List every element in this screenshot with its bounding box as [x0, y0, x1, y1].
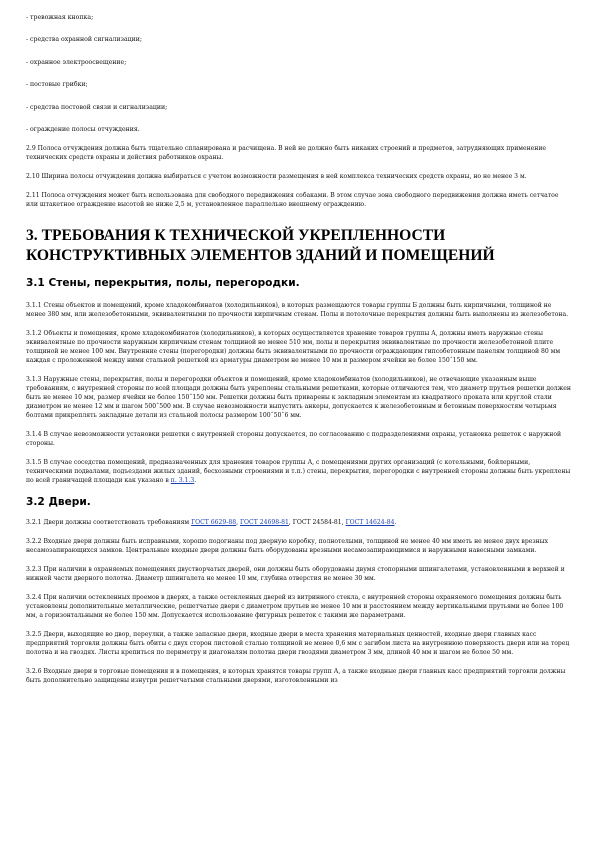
paragraph-3-1-4: 3.1.4 В случае невозможности установки решетки с внутренней стороны допускается, по согласованию с подразделениями охраны, установка решеток с наружной стороны.	[26, 430, 562, 447]
list-item: - тревожная кнопка;	[26, 14, 94, 21]
equipment-list	[26, 14, 571, 134]
paragraph-3-2-2: 3.2.2 Входные двери должны быть исправными, хорошо подогнаны под дверную коробку, полнотелыми, толщиной не менее 40 мм иметь не менее двух врезных несамозапирающихся замков. Центральные входные двери должны быть оборудованы врезными несамозапирающимися и наружными навесными замками.	[26, 537, 549, 554]
paragraph-2-11: 2.11 Полоса отчуждения может быть использована для свободного передвижения собаками. В этом случае зона свободного передвижения должна иметь сетчатое или штакетное ограждение высотой не ниже 2,5 м, установленное параллельно внешнему ограждению.	[26, 191, 559, 208]
paragraph-3-1-3: 3.1.3 Наружные стены, перекрытия, полы и перегородки объектов и помещений, кроме хладокомбинатов (холодильников), не отвечающие указанным выше требованиям, с внутренней стороны по всей площади должны быть укреплены стальными решетками, которые отличаются тем, что диаметр прутьев решетки должен быть не менее 10 мм, размер ячейки не более 150ˆ150 мм. Решетки должны быть приварены к закладным элементам из квадратного проката или круглой стали диаметром не менее 12 мм и шагом 500ˆ500 мм. В случае невозможности выпустить анкеры, допускается к железобетонным и бетонным поверхностям четырьмя болтами прикреплять закладные детали из стальной полосы размером 100ˆ50ˆ6 мм.	[26, 375, 571, 419]
paragraph-3-2-1	[26, 518, 571, 527]
paragraph-3-1-2: 3.1.2 Объекты и помещения, кроме хладокомбинатов (холодильников), в которых осуществляется хранение товаров группы А, должны иметь наружные стены эквивалентные по прочности наружным кирпичным стенам толщиной не менее 510 мм, полы и перекрытия эквивалентные по прочности железобетонной плите толщиной не менее 100 мм. Внутренние стены (перегородки) должны быть эквивалентными по прочности ограждающим гипсобетонным панелям толщиной 80 мм каждая с проложенной между ними стальной решеткой из арматуры диаметром не менее 10 мм и размером ячейки не более 150ˆ150 мм.	[26, 329, 561, 364]
link-p-3-1-3[interactable]: п. 3.1.3	[170, 476, 195, 484]
paragraph-text-end: .	[394, 518, 397, 526]
list-item: - ограждение полосы отчуждения.	[26, 125, 140, 133]
list-item: - средства охранной сигнализации;	[26, 36, 142, 44]
paragraph-text: 3.2.1 Двери должны соответствовать требованиям	[26, 518, 190, 526]
link-gost-14624-84[interactable]: ГОСТ 14624-84	[345, 518, 395, 526]
paragraph-3-2-3: 3.2.3 При наличии в охраняемых помещениях двустворчатых дверей, они должны быть оборудованы двумя стопорными шпингалетами, установленными в верхней и нижней части дверного полотна. Диаметр шпингалета не менее 10 мм, глубина отверстия не менее 30 мм.	[26, 565, 565, 582]
paragraph-2-10: 2.10 Ширина полосы отчуждения должна выбираться с учетом возможности размещения в ней комплекса технических средств охраны, но не менее 3 м.	[26, 172, 527, 180]
paragraph-2-9: 2.9 Полоса отчуждения должна быть тщательно спланирована и расчищена. В ней не должно быть никаких строений и предметов, затрудняющих применение технических средств охраны и действия работников охраны.	[26, 144, 547, 161]
paragraph-3-2-4: 3.2.4 При наличии остекленных проемов в дверях, а также остекленных дверей из витринного стекла, с внутренней стороны охраняемого помещения должны быть установлены дополнительные металлические, решетчатые двери с диаметром прутьев не менее 10 мм и расстоянием между вертикальными прутьями не более 100 мм, а горизонтальными не более 150 мм. Допускается использование фигурных решеток с такими же параметрами.	[26, 593, 564, 619]
paragraph-3-1-1: 3.1.1 Стены объектов и помещений, кроме хладокомбинатов (холодильников), в которых размещаются товары группы Б должны быть кирпичными, толщиной не менее 380 мм, или железобетонными, эквивалентными по прочности кирпичным стенам. Полы и потолочные перекрытия должны быть выполнены из железобетона.	[26, 301, 569, 318]
paragraph-3-2-6: 3.2.6 Входные двери в торговые помещения и в помещения, в которых хранятся товары групп А, а также входные двери главных касс предприятий торговли должны быть дополнительно защищены изнутри решетчатыми стальными дверями, изготовленными из	[26, 667, 566, 684]
paragraph-text: 3.1.5 В случае соседства помещений, предназначенных для хранения товаров группы А, с помещениями других организаций (с котельными, бойлерными, техническими подвалами, подъездами жилых зданий, бесхозными строениями и т.п.) стены, перекрытия, перегородки с внутренней стороны должны быть укреплены по всей граничащей площади как указано в	[26, 458, 571, 484]
link-gost-6629-88[interactable]: ГОСТ 6629-88	[191, 518, 237, 526]
paragraph-text-mid: , ГОСТ 24584-81,	[288, 518, 344, 526]
subsection-heading-3-2: 3.2 Двери.	[26, 495, 91, 508]
list-item: - охранное электроосвещение;	[26, 58, 127, 66]
separator: ,	[236, 518, 239, 526]
subsection-heading-3-1: 3.1 Стены, перекрытия, полы, перегородки.	[26, 276, 300, 289]
section-heading-3: 3. ТРЕБОВАНИЯ К ТЕХНИЧЕСКОЙ УКРЕПЛЕННОСТИ КОНСТРУКТИВНЫХ ЭЛЕМЕНТОВ ЗДАНИЙ И ПОМЕЩЕНИЙ	[26, 226, 495, 264]
paragraph-3-2-5: 3.2.5 Двери, выходящие во двор, переулки, а также запасные двери, входные двери в места хранения материальных ценностей, входные двери главных касс предприятий торговли должны быть обиты с двух сторон листовой сталью толщиной не менее 0,6 мм с загибом листа на внутреннюю поверхность двери или на торец полотна и на гвоздях. Листы крепиться по периметру и диагоналям полотна двери гвоздями диаметром 3 мм, длиной 40 мм и шагом не более 50 мм.	[26, 630, 570, 656]
paragraph-text-end: .	[194, 476, 197, 484]
paragraph-3-1-5	[26, 458, 571, 485]
list-item: - постовые грибки;	[26, 81, 88, 89]
list-item: - средства постовой связи и сигнализации;	[26, 103, 168, 111]
link-gost-24698-81[interactable]: ГОСТ 24698-81	[240, 518, 289, 526]
